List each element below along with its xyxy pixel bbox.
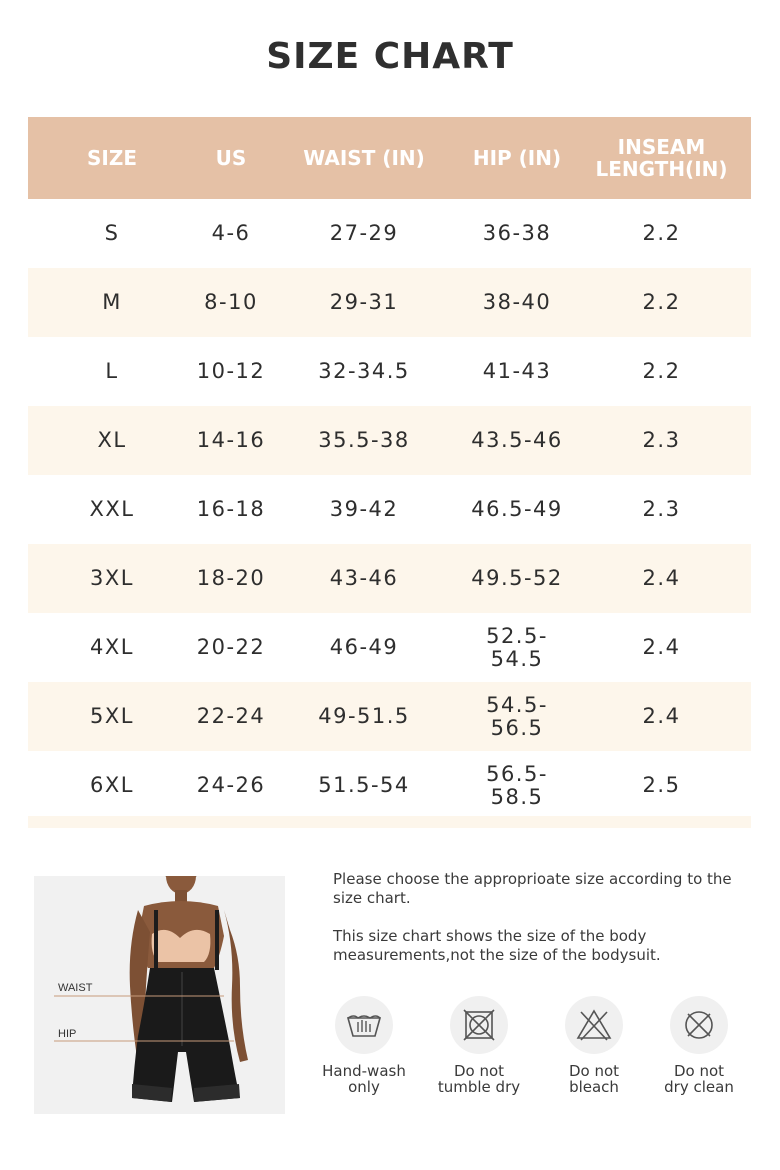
table-row <box>28 406 751 475</box>
cell-hip: 36-38 <box>482 221 552 245</box>
table-row <box>28 751 751 820</box>
cell-waist: 27-29 <box>329 221 399 245</box>
cell-inseam: 2.5 <box>642 773 681 797</box>
no-dry-clean-icon <box>670 996 728 1054</box>
cell-size: XXL <box>89 497 135 521</box>
cell-waist: 51.5-54 <box>318 773 410 797</box>
cell-size: L <box>105 359 119 383</box>
header-waist: WAIST (IN) <box>303 145 425 170</box>
cell-inseam: 2.4 <box>642 704 681 728</box>
cell-waist: 46-49 <box>329 635 399 659</box>
header-inseam: INSEAM LENGTH(IN) <box>595 135 728 181</box>
cell-us: 16-18 <box>196 497 266 521</box>
cell-hip: 43.5-46 <box>471 428 563 452</box>
hip-label: HIP <box>58 1028 77 1040</box>
cell-size: XL <box>97 428 127 452</box>
care-hand-wash <box>304 996 424 1095</box>
care-no-bleach <box>534 996 654 1095</box>
cell-us: 24-26 <box>196 773 266 797</box>
cell-waist: 35.5-38 <box>318 428 410 452</box>
cell-size: 6XL <box>90 773 134 797</box>
cell-size: M <box>102 290 122 314</box>
cell-inseam: 2.4 <box>642 566 681 590</box>
care-label-tumble-dry: Do not tumble dry <box>437 1062 521 1096</box>
cell-us: 10-12 <box>196 359 266 383</box>
model-illustration <box>34 876 285 1114</box>
cell-size: 5XL <box>90 704 134 728</box>
cell-inseam: 2.3 <box>642 497 681 521</box>
cell-inseam: 2.2 <box>642 290 681 314</box>
cell-us: 22-24 <box>196 704 266 728</box>
note-measurements: This size chart shows the size of the body measurements,not the size of the bodysuit. <box>333 927 661 964</box>
cell-inseam: 2.2 <box>642 221 681 245</box>
table-row <box>28 613 751 682</box>
care-label-dry-clean: Do not dry clean <box>664 1062 734 1096</box>
cell-inseam: 2.3 <box>642 428 681 452</box>
table-row <box>28 475 751 544</box>
header-size: SIZE <box>86 145 137 170</box>
cell-hip: 38-40 <box>482 290 552 314</box>
table-header <box>28 117 751 199</box>
cell-size: 3XL <box>90 566 134 590</box>
note-choose-size: Please choose the approprioate size according to the size chart. <box>333 870 732 907</box>
header-hip: HIP (IN) <box>472 145 562 170</box>
model-photo <box>34 876 285 1114</box>
header-us: US <box>215 145 247 170</box>
size-table <box>28 117 751 820</box>
cell-hip: 54.5-56.5 <box>486 692 548 740</box>
no-tumble-dry-icon <box>450 996 508 1054</box>
table-row <box>28 682 751 751</box>
cell-us: 14-16 <box>196 428 266 452</box>
cell-us: 18-20 <box>196 566 266 590</box>
cell-hip: 49.5-52 <box>471 566 563 590</box>
cell-hip: 56.5-58.5 <box>486 761 548 809</box>
table-row <box>28 544 751 613</box>
table-row <box>28 199 751 268</box>
page-title: SIZE CHART <box>266 36 514 77</box>
care-no-dry-clean <box>639 996 759 1095</box>
care-no-tumble-dry <box>419 996 539 1095</box>
cell-waist: 43-46 <box>329 566 399 590</box>
care-label-hand-wash: Hand-wash only <box>322 1062 406 1096</box>
cell-waist: 32-34.5 <box>318 359 410 383</box>
cell-us: 4-6 <box>211 221 251 245</box>
care-label-bleach: Do not bleach <box>568 1062 620 1096</box>
hand-wash-icon <box>335 996 393 1054</box>
size-notes <box>333 870 753 984</box>
cell-hip: 52.5-54.5 <box>486 623 548 671</box>
cell-hip: 46.5-49 <box>471 497 563 521</box>
no-bleach-icon <box>565 996 623 1054</box>
table-row <box>28 337 751 406</box>
cell-us: 20-22 <box>196 635 266 659</box>
cell-hip: 41-43 <box>482 359 552 383</box>
cell-waist: 39-42 <box>329 497 399 521</box>
cell-inseam: 2.4 <box>642 635 681 659</box>
cell-size: 4XL <box>90 635 134 659</box>
cell-waist: 29-31 <box>329 290 399 314</box>
table-bottom-strip <box>28 816 751 828</box>
table-row <box>28 268 751 337</box>
cell-waist: 49-51.5 <box>318 704 410 728</box>
cell-size: S <box>104 221 120 245</box>
cell-us: 8-10 <box>204 290 258 314</box>
cell-inseam: 2.2 <box>642 359 681 383</box>
waist-label: WAIST <box>58 982 93 994</box>
